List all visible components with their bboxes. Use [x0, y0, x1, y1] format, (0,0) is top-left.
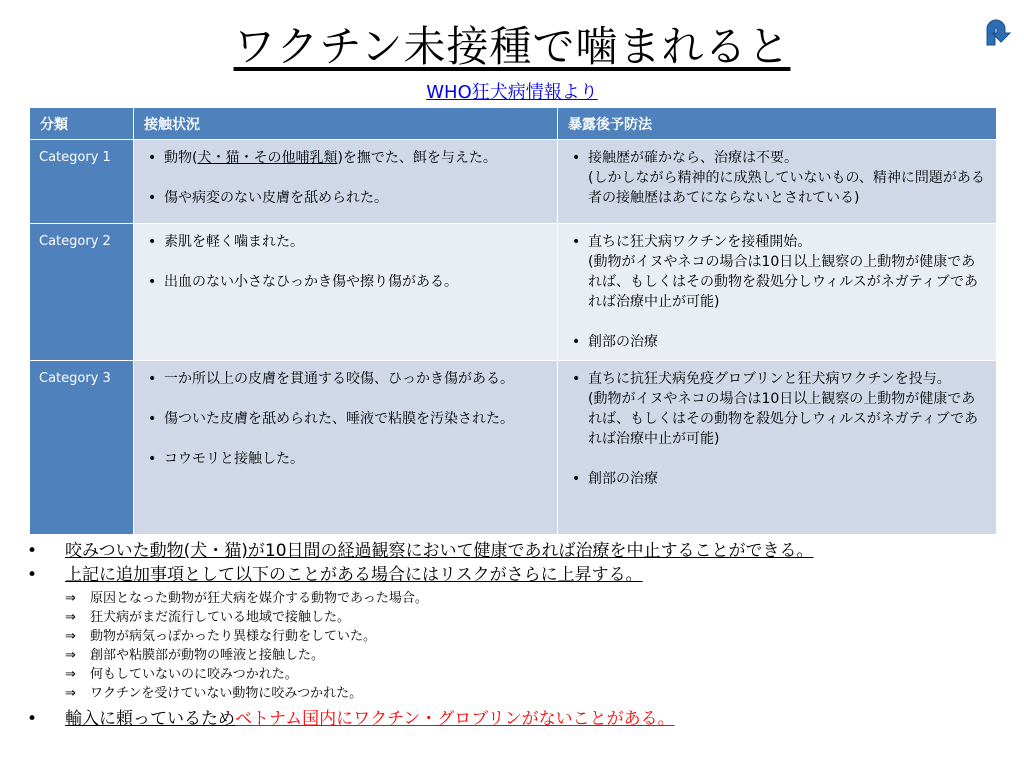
header-contact: 接触状況: [134, 108, 558, 140]
category-cell: Category 2: [30, 224, 134, 361]
note-supply: • 輸入に頼っているためベトナム国内にワクチン・グロブリンがないことがある。: [27, 709, 675, 729]
notes-section: [27, 539, 1007, 731]
slide-title: ワクチン未接種で噛まれると: [233, 22, 791, 71]
back-arrow-icon[interactable]: [981, 15, 1013, 47]
risk-factor-list: [27, 589, 1007, 703]
list-item: ⇒ 創部や粘膜部が動物の唾液と接触した。: [65, 648, 325, 663]
list-item: • 直ちに抗狂犬病免疫グロブリンと狂犬病ワクチンを投与。 (動物がイヌやネコの場合は10日以上観察の上動物が健康であれば、もしくはその動物を殺処分しウィルスがネガティブであれば治療中止が可能): [568, 369, 986, 449]
list-item: • 傷ついた皮膚を舐められた、唾液で粘膜を汚染された。: [144, 409, 547, 429]
bullet: •: [27, 565, 38, 585]
arrow-icon: ⇒: [65, 591, 76, 606]
list-item: • 直ちに狂犬病ワクチンを接種開始。 (動物がイヌやネコの場合は10日以上観察の上動物が健康であれば、もしくはその動物を殺処分しウィルスがネガティブであれば治療中止が可能): [568, 232, 986, 312]
table-row: [30, 140, 997, 224]
list-item: • 出血のない小さなひっかき傷や擦り傷がある。: [144, 272, 547, 292]
list-item: • 創部の治療: [568, 332, 986, 352]
table-row: [30, 361, 997, 535]
arrow-icon: ⇒: [65, 648, 76, 663]
list-item: • 創部の治療: [568, 469, 986, 489]
note-observation: • 咬みついた動物(犬・猫)が10日間の経過観察において健康であれば治療を中止することができる。: [27, 541, 814, 561]
bullet: •: [27, 709, 38, 729]
list-item: • 接触歴が確かなら、治療は不要。 (しかしながら精神的に成熟していないもの、精神に問題がある者の接触歴はあてにならないとされている): [568, 148, 986, 208]
arrow-icon: ⇒: [65, 686, 76, 701]
arrow-icon: ⇒: [65, 667, 76, 682]
list-item: ⇒ 何もしていないのに咬みつかれた。: [65, 667, 298, 682]
list-item: ⇒ 動物が病気っぽかったり異様な行動をしていた。: [65, 629, 377, 644]
table-row: [30, 224, 997, 361]
list-item: • 一か所以上の皮膚を貫通する咬傷、ひっかき傷がある。: [144, 369, 547, 389]
contact-cell: [134, 140, 558, 224]
list-item: ⇒ ワクチンを受けていない動物に咬みつかれた。: [65, 686, 363, 701]
category-cell: Category 1: [30, 140, 134, 224]
contact-cell: [134, 224, 558, 361]
bullet: •: [27, 541, 38, 561]
category-cell: Category 3: [30, 361, 134, 535]
prophylaxis-cell: [558, 361, 997, 535]
list-item: • 素肌を軽く噛まれた。: [144, 232, 547, 252]
exposure-category-table: [29, 107, 997, 535]
prophylaxis-cell: [558, 224, 997, 361]
prophylaxis-cell: [558, 140, 997, 224]
arrow-icon: ⇒: [65, 629, 76, 644]
list-item: • 動物(犬・猫・その他哺乳類)を撫でた、餌を与えた。: [144, 148, 547, 168]
who-source-link[interactable]: WHO狂犬病情報より: [426, 82, 598, 103]
list-item: ⇒ 原因となった動物が狂犬病を媒介する動物であった場合。: [65, 591, 428, 606]
supply-warning: ベトナム国内にワクチン・グロブリンがないことがある。: [235, 709, 675, 729]
source-line: [0, 78, 1024, 104]
arrow-icon: ⇒: [65, 610, 76, 625]
list-item: • 傷や病変のない皮膚を舐められた。: [144, 188, 547, 208]
contact-cell: [134, 361, 558, 535]
header-prophylaxis: 暴露後予防法: [558, 108, 997, 140]
list-item: ⇒ 狂犬病がまだ流行している地域で接触した。: [65, 610, 351, 625]
list-item: • コウモリと接触した。: [144, 449, 547, 469]
note-risk: • 上記に追加事項として以下のことがある場合にはリスクがさらに上昇する。: [27, 565, 643, 585]
header-category: 分類: [30, 108, 134, 140]
table-header-row: [30, 108, 997, 140]
